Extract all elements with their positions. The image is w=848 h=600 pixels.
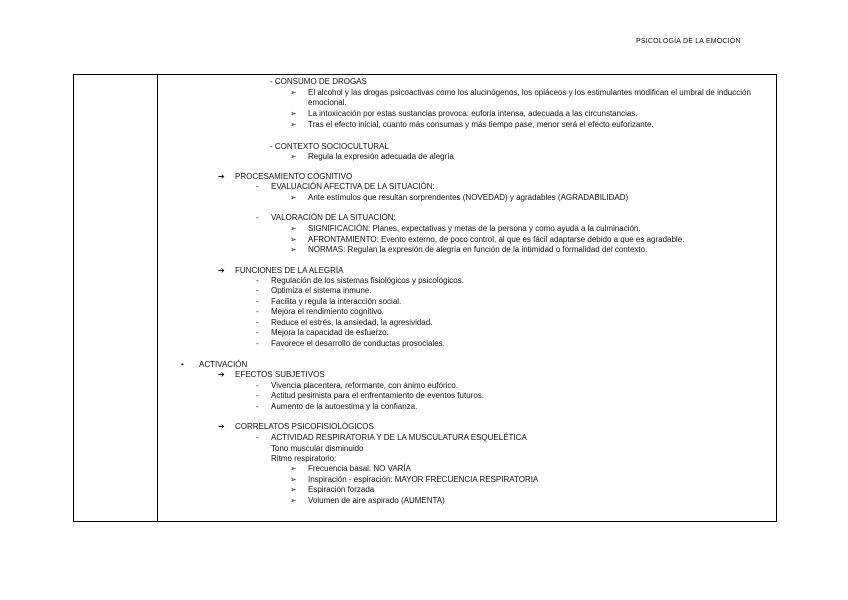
list-item: Vivencia placentera, reformante, con ánimo eufórico. — [271, 381, 459, 390]
list-item: Volumen de aire aspirado (AUMENTA) — [308, 496, 445, 505]
arrow-bullet-icon: ➔ — [218, 370, 225, 379]
dash-bullet-icon: - — [256, 307, 259, 316]
dash-bullet-icon: - — [256, 391, 259, 400]
list-item: Espiración forzada — [308, 485, 375, 494]
triangle-bullet-icon: ➢ — [290, 235, 297, 244]
dash-bullet-icon: - — [256, 318, 259, 327]
triangle-bullet-icon: ➢ — [290, 475, 297, 484]
section-title-procesamiento: PROCESAMIENTO COGNITIVO — [235, 172, 353, 181]
arrow-bullet-icon: ➔ — [218, 266, 225, 275]
list-item: Optimiza el sistema inmune. — [271, 286, 372, 295]
table-frame — [73, 74, 777, 522]
text-line-ritmo: Ritmo respiratorio: — [271, 454, 337, 463]
list-item: Mejora el rendimiento cognitivo. — [271, 307, 384, 316]
list-item: Regula la expresión adecuada de alegría — [308, 152, 454, 161]
list-item: Regulación de los sistemas fisiológicos y psicológicos. — [271, 276, 464, 285]
dash-bullet-icon: - — [256, 381, 259, 390]
triangle-bullet-icon: ➢ — [290, 152, 297, 161]
triangle-bullet-icon: ➢ — [290, 485, 297, 494]
list-item: Actitud pesimista para el enfrentamiento de eventos futuros. — [271, 391, 485, 400]
section-title-consumo: - CONSUMO DE DROGAS — [270, 77, 367, 86]
list-item: SIGNIFICACIÓN: Planes, expectativas y metas de la persona y como ayuda a la culminación. — [308, 224, 641, 233]
arrow-bullet-icon: ➔ — [218, 422, 225, 431]
triangle-bullet-icon: ➢ — [290, 109, 297, 118]
triangle-bullet-icon: ➢ — [290, 193, 297, 202]
page-header-title: PSICOLOGÍA DE LA EMOCIÓN — [636, 38, 741, 45]
round-bullet-icon: • — [181, 360, 184, 369]
section-title-contexto: - CONTEXTO SOCIOCULTURAL — [270, 142, 389, 151]
list-item: Frecuencia basal: NO VARÍA — [308, 464, 412, 473]
list-item: La intoxicación por estas sustancias provoca: euforia intensa, adecuada a las circunstancias. — [308, 109, 638, 118]
subsection-title-correlatos: CORRELATOS PSICOFISIOLÓGICOS — [235, 422, 374, 431]
triangle-bullet-icon: ➢ — [290, 88, 297, 97]
dash-bullet-icon: - — [256, 402, 259, 411]
list-item: Ante estímulos que resultan sorprendentes (NOVEDAD) y agradables (AGRADABILIDAD) — [308, 193, 629, 202]
dash-bullet-icon: - — [256, 286, 259, 295]
triangle-bullet-icon: ➢ — [290, 245, 297, 254]
subsection-title-valoracion: VALORACIÓN DE LA SITUACIÓN: — [271, 213, 396, 222]
list-item: Aumento de la autoestima y la confianza. — [271, 402, 418, 411]
list-item: Tras el efecto inicial, cuanto más consumas y más tiempo pase, menor será el efecto euforizante. — [308, 120, 654, 129]
dash-bullet-icon: - — [256, 339, 259, 348]
dash-bullet-icon: - — [256, 433, 259, 442]
dash-bullet-icon: - — [256, 182, 259, 191]
list-item: AFRONTAMIENTO: Evento externo, de poco control, al que es fácil adaptarse debido a que es agradable. — [308, 235, 685, 244]
subsection-title-actividad: ACTIVIDAD RESPIRATORIA Y DE LA MUSCULATURA ESQUELÉTICA — [271, 433, 527, 442]
list-item: NORMAS: Regulan la expresión de alegría en función de la intimidad o formalidad del contexto. — [308, 245, 648, 254]
table-column-divider — [157, 74, 158, 521]
dash-bullet-icon: - — [256, 213, 259, 222]
subsection-title-evaluacion: EVALUACIÓN AFECTIVA DE LA SITUACIÓN: — [271, 182, 435, 191]
arrow-bullet-icon: ➔ — [218, 172, 225, 181]
triangle-bullet-icon: ➢ — [290, 464, 297, 473]
list-item: Facilita y regula la interacción social. — [271, 297, 402, 306]
list-item: Mejora la capacidad de esfuerzo. — [271, 328, 389, 337]
list-item: Reduce el estrés, la ansiedad, la agresividad. — [271, 318, 433, 327]
list-item: Inspiración - espiración: MAYOR FRECUENCIA RESPIRATORIA — [308, 475, 539, 484]
list-item: El alcohol y las drogas psicoactivas como los alucinógenos, los opiáceos y los estimulantes modifican el umbral de inducción emocional. — [308, 88, 751, 108]
dash-bullet-icon: - — [256, 276, 259, 285]
list-item: Favorece el desarrollo de conductas prosociales. — [271, 339, 445, 348]
triangle-bullet-icon: ➢ — [290, 496, 297, 505]
section-title-funciones: FUNCIONES DE LA ALEGRÍA — [235, 266, 344, 275]
triangle-bullet-icon: ➢ — [290, 224, 297, 233]
dash-bullet-icon: - — [256, 328, 259, 337]
triangle-bullet-icon: ➢ — [290, 120, 297, 129]
section-title-activacion: ACTIVACIÓN — [199, 360, 248, 369]
text-line-tono: Tono muscular disminuido — [271, 444, 364, 453]
subsection-title-efectos: EFECTOS SUBJETIVOS — [235, 370, 325, 379]
dash-bullet-icon: - — [256, 297, 259, 306]
